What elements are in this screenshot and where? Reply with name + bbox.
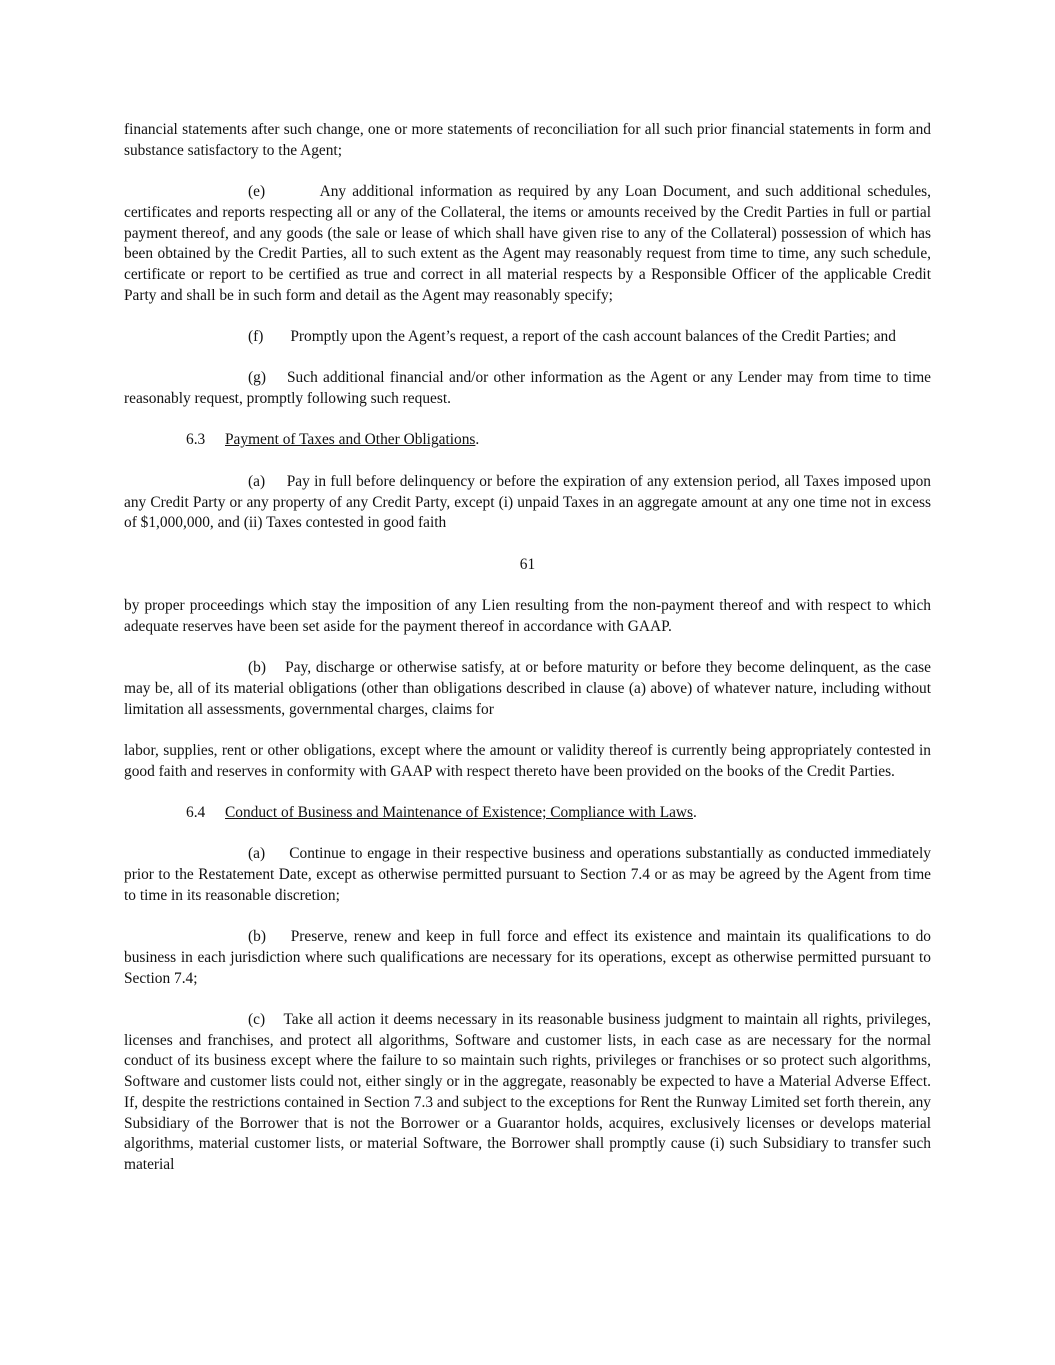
section-6-3-heading: 6.3 Payment of Taxes and Other Obligations. xyxy=(124,430,931,451)
section-6-3-clause-a xyxy=(124,472,931,534)
clause-g-text: Such additional financial and/or other information as the Agent or any Lender may from time to time reasonably request, promptly following such request. xyxy=(124,369,932,408)
section-6-3-title: Payment of Taxes and Other Obligations xyxy=(225,431,476,449)
clause-g-label: (g) xyxy=(248,369,266,387)
clause-g xyxy=(124,368,931,409)
section-6-4-clause-a-text: Continue to engage in their respective business and operations substantially as conducted immediately prior to the Restatement Date, except as otherwise permitted pursuant to Section 7.4 or as may be agreed by the Agent from time to time in its reasonable discretion; xyxy=(124,845,931,904)
clause-e xyxy=(124,182,931,306)
page-number: 61 xyxy=(519,555,536,573)
section-6-3-clause-a-label: (a) xyxy=(248,472,266,490)
section-6-3-clause-b-text: Pay, discharge or otherwise satisfy, at or before maturity or before they become delinquent, as the case may be, all of its material obligations (other than obligations described in clause (a) above) of whatever nature, including without limitation all assessments, governmental charges, claims for xyxy=(124,659,932,718)
clause-f-label: (f) xyxy=(248,328,264,345)
section-6-3-clause-b xyxy=(124,658,931,720)
paragraph-continuation-proceedings: by proper proceedings which stay the imposition of any Lien resulting from the non-payment thereof and with respect to which adequate reserves have been set aside for the payment thereof in accordance with GAAP. xyxy=(124,597,931,635)
section-6-4-number: 6.4 xyxy=(186,804,206,822)
section-6-4-title: Conduct of Business and Maintenance of Existence; Compliance with Laws xyxy=(225,804,694,822)
section-6-4-clause-b-text: Preserve, renew and keep in full force and effect its existence and maintain its qualifications to do business in each jurisdiction where such qualifications are necessary for its operations, except as otherwise permitted pursuant to Section 7.4; xyxy=(124,928,932,987)
clause-f-text: Promptly upon the Agent’s request, a report of the cash account balances of the Credit Parties; and xyxy=(290,328,896,345)
section-6-4-clause-a-label: (a) xyxy=(248,845,266,863)
paragraph-reconciliation: financial statements after such change, one or more statements of reconciliation for all such prior financial statements in form and substance satisfactory to the Agent; xyxy=(124,121,931,159)
document-page xyxy=(124,120,931,1196)
section-6-3-clause-b-label: (b) xyxy=(248,659,266,677)
section-6-4-clause-c-label: (c) xyxy=(248,1011,266,1029)
section-6-3-clause-a-text: Pay in full before delinquency or before the expiration of any extension period, all Taxes imposed upon any Credit Party or any property of any Credit Party, except (i) unpaid Taxes in an aggregate amount at any one time not in excess of $1,000,000, and (ii) Taxes contested in good faith xyxy=(124,472,931,532)
section-6-3-number: 6.3 xyxy=(186,431,206,449)
section-6-4-clause-c-text: Take all action it deems necessary in its reasonable business judgment to maintain all rights, privileges, licenses and franchises, and protect all algorithms, Software and customer lists, in each case as are necessary for the normal conduct of its business except where the failure to so maintain such rights, privileges or franchises or so protect such algorithms, Software and customer lists could not, either singly or in the aggregate, reasonably be expected to have a Material Adverse Effect. If, despite the restrictions contained in Section 7.3 and subject to the exceptions for Rent the Runway Limited set forth therein, any Subsidiary of the Borrower that is not the Borrower or a Guarantor holds, acquires, exclusively licenses or develops material algorithms, material customer lists, or material Software, the Borrower shall promptly cause (i) such Subsidiary to transfer such material xyxy=(124,1011,931,1173)
section-6-4-heading: 6.4 Conduct of Business and Maintenance of Existence; Compliance with Laws. xyxy=(124,803,931,824)
section-6-4-clause-c xyxy=(124,1010,931,1176)
paragraph-continuation-labor: labor, supplies, rent or other obligations, except where the amount or validity thereof is currently being appropriately contested in good faith and reserves in conformity with GAAP with respect thereto have been provided on the books of the Credit Parties. xyxy=(124,741,931,780)
section-6-4-clause-b-label: (b) xyxy=(248,928,266,946)
section-6-4-clause-b xyxy=(124,927,931,989)
clause-e-label: (e) xyxy=(248,183,266,201)
clause-f xyxy=(124,327,931,348)
section-6-4-clause-a xyxy=(124,844,931,906)
clause-e-text: Any additional information as required by any Loan Document, and such additional schedules, certificates and reports respecting all or any of the Collateral, the items or amounts received by the Credit Parties in full or partial payment thereof, and any goods (the sale or lease of which shall have given rise to any of the Collateral) possession of which has been obtained by the Credit Parties, all to such extent as the Agent may reasonably request from time to time, any such schedule, certificate or report to be certified as true and correct in all material respects by a Responsible Officer of the applicable Credit Party and shall be in such form and detail as the Agent may reasonably specify; xyxy=(124,183,932,304)
